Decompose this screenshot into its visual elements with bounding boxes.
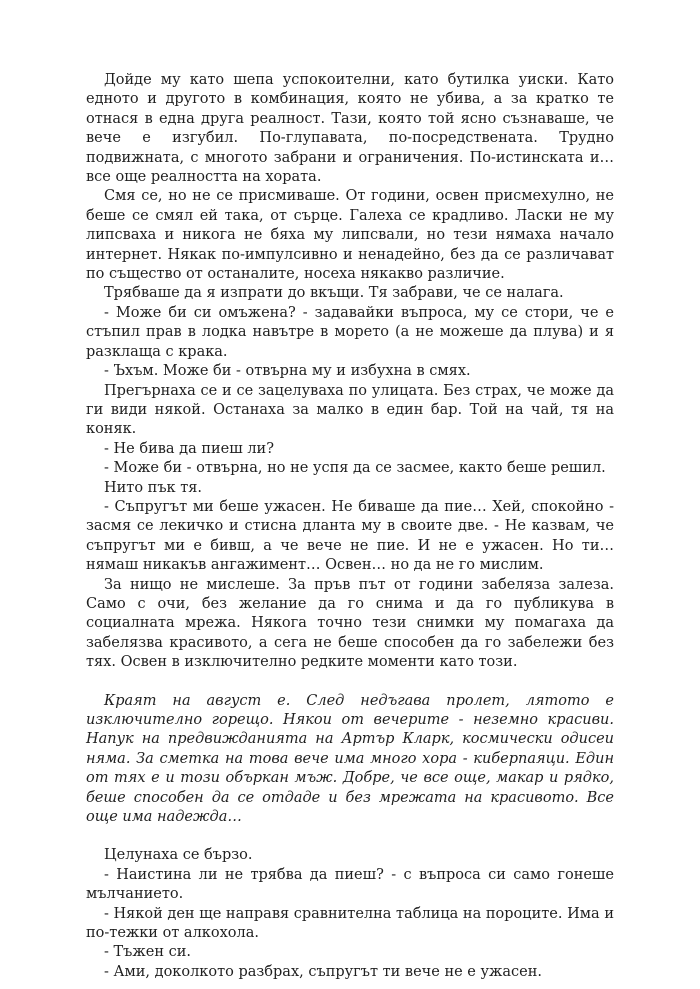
- dialogue-line: - Тъжен си.: [104, 944, 191, 961]
- section-gap: [86, 673, 614, 692]
- italic-interlude: Краят на август е. След недъгава пролет, лятото е изключително горещо. Някои от вечерите - неземно красиви. Напук на предвижданията на Артър Кларк, космически одисеи няма. За сметка на това вече има много хора - киберпаяци. Един от тях е и този объркан мъж. Добре, че все още, макар и рядко, беше способен да се отдаде и без мрежата на красивото. Все още има надежда…: [86, 692, 614, 826]
- paragraph: Целунаха се бързо.: [104, 847, 253, 864]
- paragraph: Нито пък тя.: [104, 479, 203, 496]
- page-body: [86, 71, 614, 982]
- dialogue-line: - Наистина ли не трябва да пиеш? - с въпроса си само гонеше мълчанието.: [86, 866, 614, 903]
- dialogue-line: - Ами, доколкото разбрах, съпругът ти вече не е ужасен.: [104, 963, 542, 980]
- paragraph: За нищо не мислеше. За пръв път от години забеляза залеза. Само с очи, без желание да го снима и да го публикува в социалната мрежа. Някога точно тези снимки му помагаха да забелязва красивото, а сега не беше способен да го забележи без тях. Освен в изключително редките моменти като този.: [86, 576, 614, 671]
- dialogue-line: - Може би си омъжена? - задавайки въпроса, му се стори, че е стъпил прав в лодка навътре в морето (а не можеше да плува) и я разклаща с крака.: [86, 304, 614, 360]
- paragraph: Трябваше да я изпрати до вкъщи. Тя забрави, че се налага.: [104, 285, 564, 302]
- paragraph: Дойде му като шепа успокоителни, като бутилка уиски. Като едното и другото в комбинация, която не убива, а за кратко те отнася в една друга реалност. Тази, която той ясно съзнаваше, че вече е изгубил. По-глупавата, по-посредствената. Трудно подвижната, с многото забрани и ограничения. По-истинската и… все още реалността на хората.: [86, 72, 614, 186]
- section-gap: [86, 827, 614, 846]
- dialogue-line: - Може би - отвърна, но не успя да се засмее, както беше решил.: [104, 460, 606, 477]
- dialogue-line: - Ъхъм. Може би - отвърна му и избухна в смях.: [104, 363, 471, 380]
- paragraph: Смя се, но не се присмиваше. От години, освен присмехулно, не беше се смял ей така, от сърце. Галеха се крадливо. Ласки не му липсваха и никога не бяха му липсвали, но тези нямаха начало интернет. Някак по-импулсивно и ненадейно, без да се различават по същество от останалите, носеха някакво различие.: [86, 188, 614, 283]
- dialogue-line: - Някой ден ще направя сравнителна таблица на пороците. Има и по-тежки от алкохола.: [86, 905, 614, 942]
- dialogue-line: - Съпругът ми беше ужасен. Не биваше да пие… Хей, спокойно - засмя се лекичко и стисна дланта му в своите две. - Не казвам, че съпругът ми е бивш, а че вече не пие. И не е ужасен. Но ти… нямаш никакъв ангажимент… Освен… но да не го мислим.: [86, 498, 614, 574]
- dialogue-line: - Не бива да пиеш ли?: [104, 440, 274, 457]
- paragraph: Прегърнаха се и се зацелуваха по улицата. Без страх, че може да ги види някой. Останаха за малко в един бар. Той на чай, тя на коняк.: [86, 382, 614, 438]
